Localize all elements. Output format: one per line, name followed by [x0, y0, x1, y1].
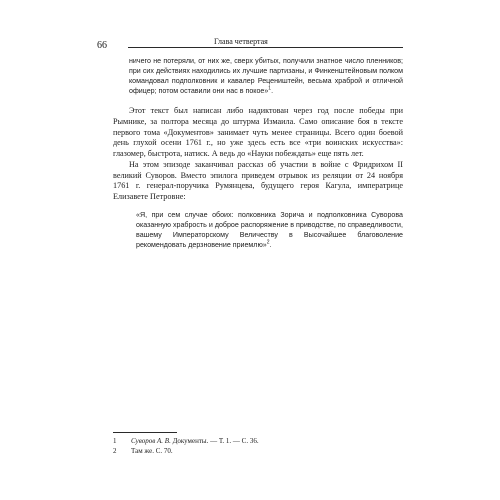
footnote-2-number: 2 — [113, 447, 117, 455]
paragraph-1: Этот текст был написан либо надиктован через год после победы при Рымнике, за полтора месяца до штурма Измаила. Само описание боя в тексте первого тома «Документов» занимает чуть менее страницы. Всего один боевой день глухой осени 1761 г., но уже здесь есть все «три воинских искусства»: глазомер, быстрота, натиск. А ведь до «Науки побеждать» еще пять лет. — [113, 106, 403, 159]
footnote-1-source: Документы. — Т. 1. — С. 36. — [170, 437, 259, 445]
quote-block-2: «Я, при сем случае обоих: полковника Зорича и подполковника Суворова оказанную храбрость и доброе распоряжение в приводстве, по справедливости, вашему Императорскому Величеству в Высочайшее благоволение рекомендовать дерзновение приемлю»$^2$. — [136, 210, 403, 249]
footnote-1-author: Суворов А. В. — [131, 437, 171, 445]
footnote-1-number: 1 — [113, 437, 117, 445]
footnote-2-text — [131, 446, 173, 456]
footnote-ref-1: 1 — [268, 85, 272, 92]
main-text — [113, 56, 403, 250]
footnotes — [113, 436, 403, 456]
header-rule — [128, 47, 403, 48]
footnote-1-text — [131, 436, 259, 446]
footnote-2 — [113, 446, 403, 456]
footnote-ref-2: 2 — [266, 239, 270, 246]
page-number: 66 — [97, 40, 107, 51]
quote-2-text: «Я, при сем случае обоих: полковника Зорича и подполковника Суворова оказанную храбрость и доброе распоряжение в приводстве, по справедливости, вашему Императорскому Величеству в Высочайшее благоволение рекомендовать дерзновение приемлю» — [136, 210, 403, 249]
footnote-rule — [113, 432, 177, 433]
footnote-1 — [113, 436, 403, 446]
quote-1-text: ничего не потеряли, от них же, сверх убитых, получили знатное число пленников; при сих действиях находились их лучшие партизаны, и Финкенштейновым полком командовал подполковник и кавалер Рецеништейн, весьма храброй и отличной офицер; потом оставили они нас в покое» — [129, 57, 403, 96]
footnote-2-source: Там же. С. 70. — [131, 447, 173, 455]
running-head: Глава четвертая — [214, 37, 268, 46]
paragraph-2: На этом эпизоде заканчивал рассказ об участии в войне с Фридрихом II великий Суворов. Вместо эпилога приведем отрывок из реляции от 24 ноября 1761 г. генерал-поручика Румянцева, будущего героя Кагула, императрице Елизавете Петровне: — [113, 159, 403, 201]
quote-block-1: ничего не потеряли, от них же, сверх убитых, получили знатное число пленников; при сих действиях находились их лучшие партизаны, и Финкенштейновым полком командовал подполковник и кавалер Рецеништейн, весьма храброй и отличной офицер; потом оставили они нас в покое»$^1$. — [129, 57, 403, 96]
